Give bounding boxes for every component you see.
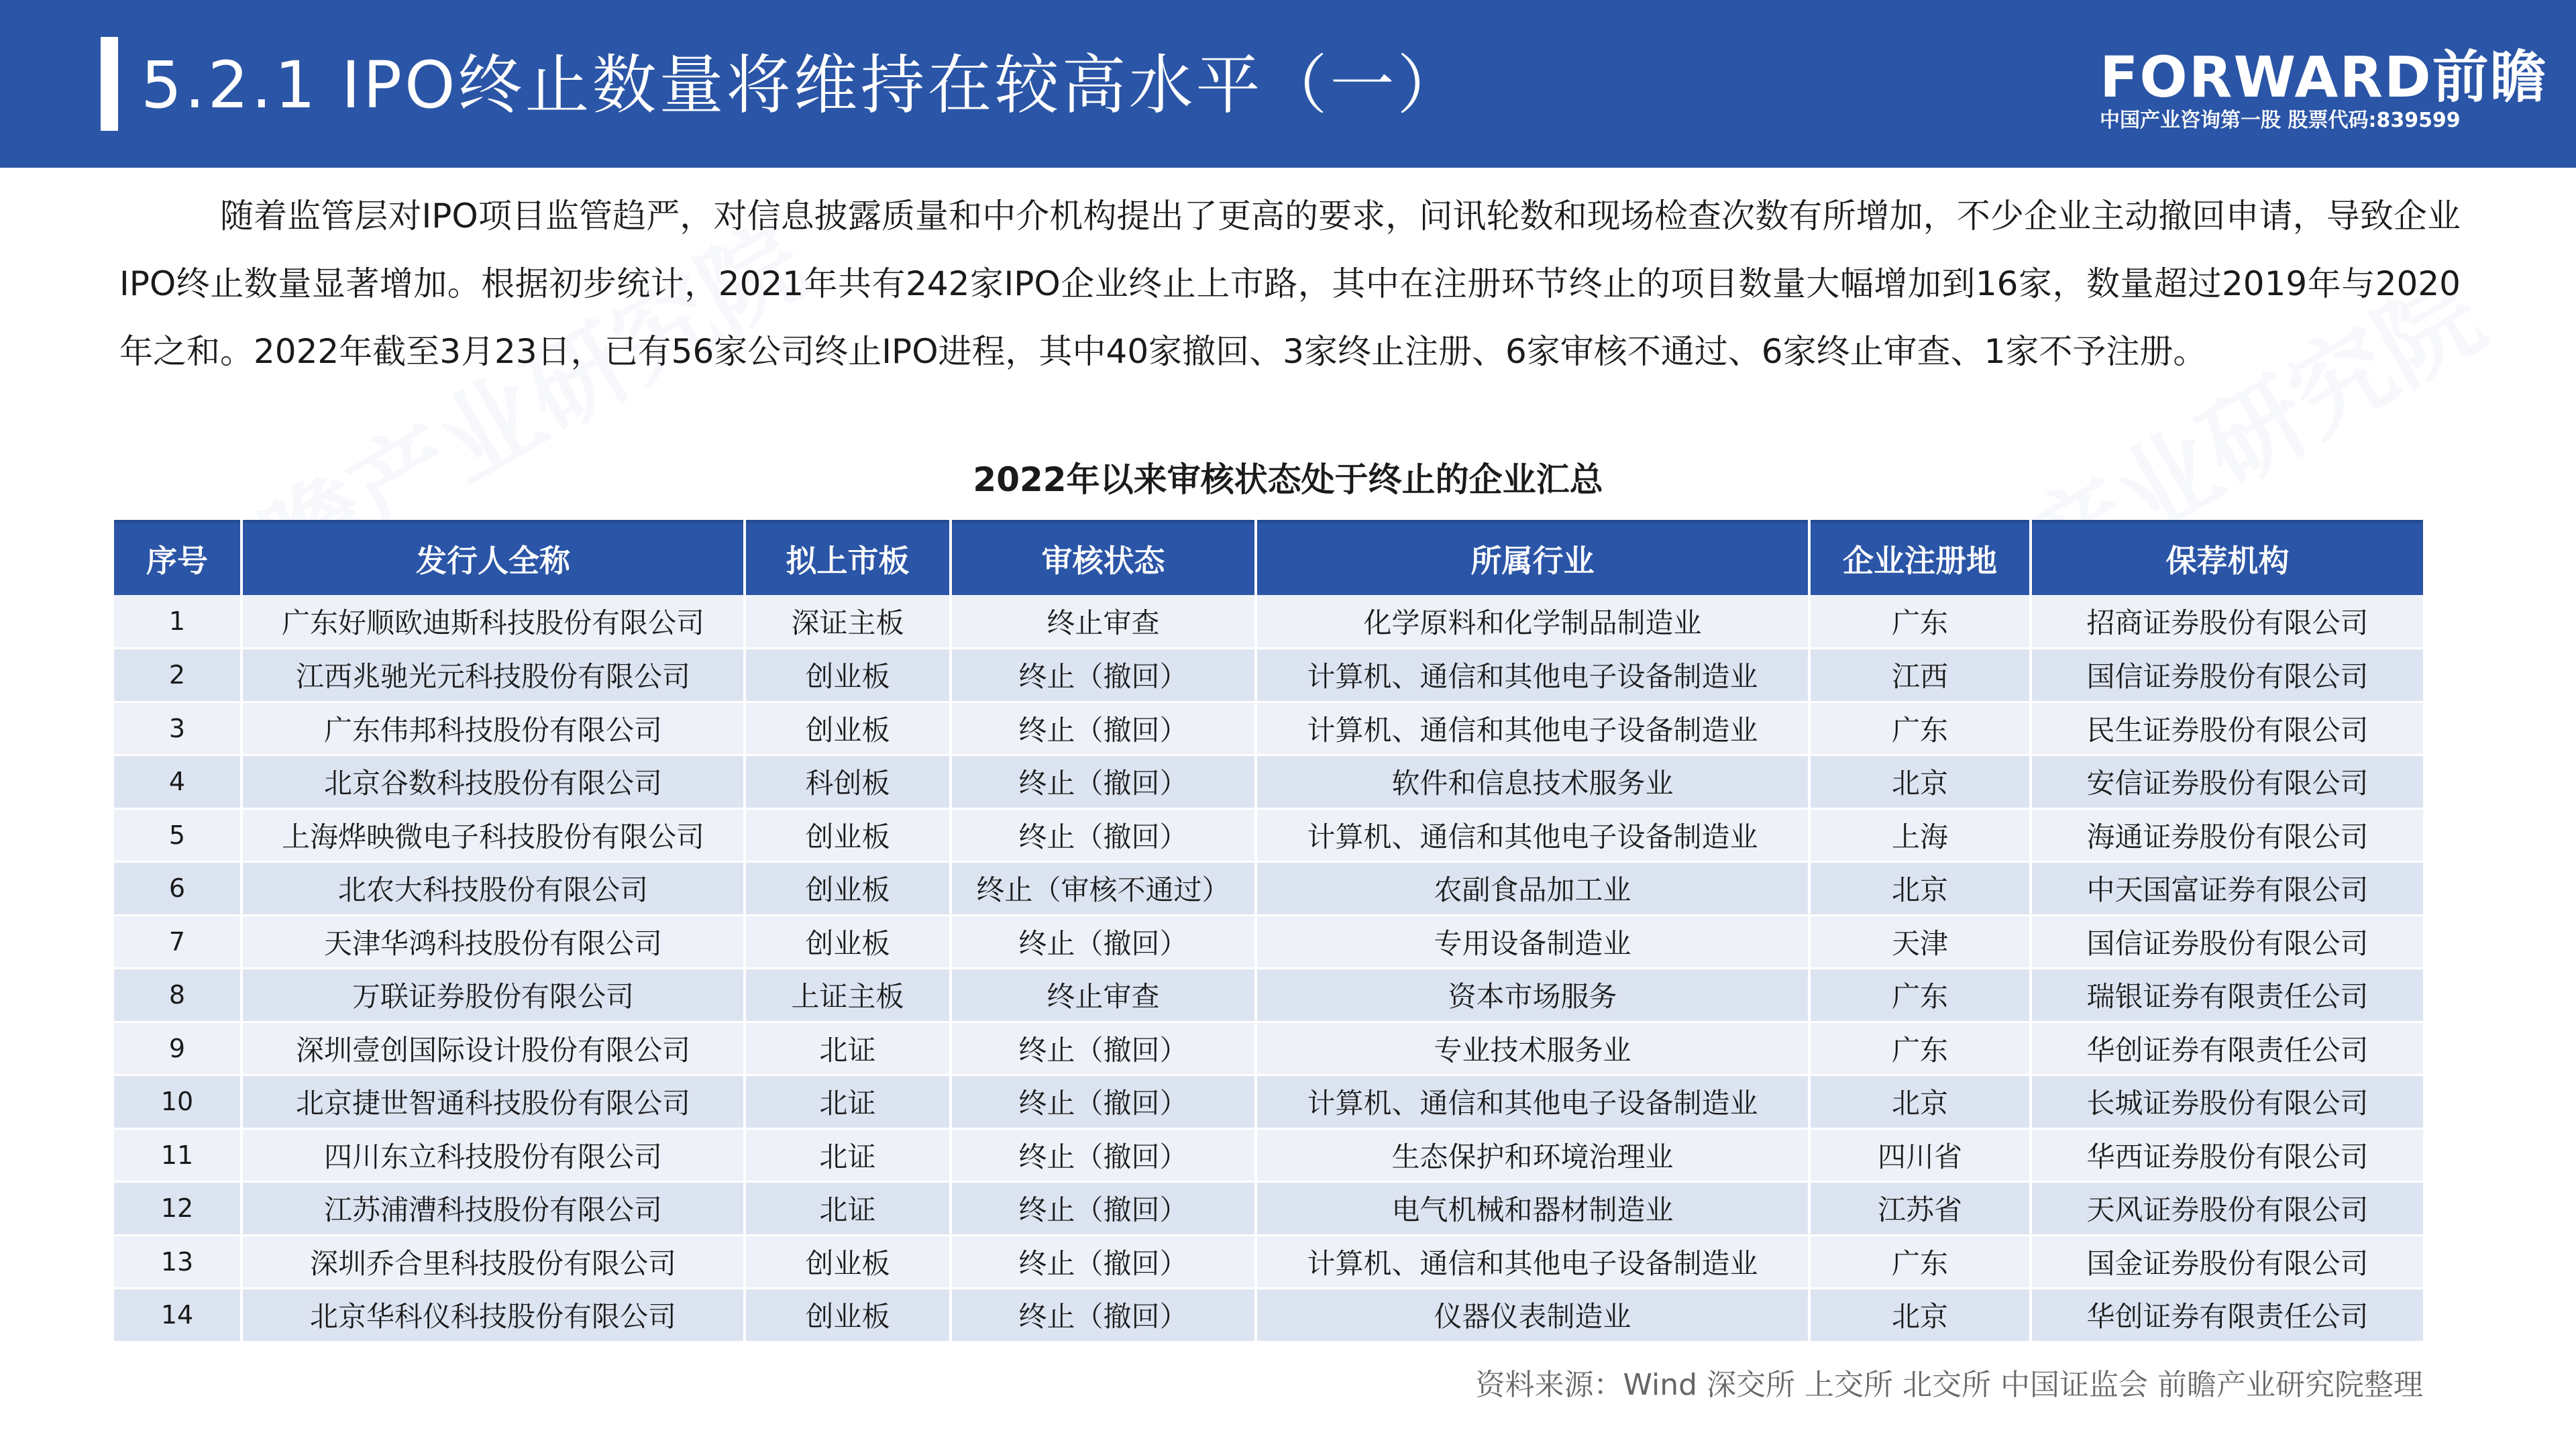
cell-index: 11: [114, 1128, 241, 1182]
table-row: [114, 755, 2423, 809]
body-paragraph: 随着监管层对IPO项目监管趋严，对信息披露质量和中介机构提出了更高的要求，问讯轮数和现场检查次数有所增加，不少企业主动撤回申请，导致企业IPO终止数量显著增加。根据初步统计，2021年共有242家IPO企业终止上市路，其中在注册环节终止的项目数量大幅增加到16家，数量超过2019年与2020年之和。2022年截至3月23日，已有56家公司终止IPO进程，其中40家撤回、3家终止注册、6家审核不通过、6家终止审查、1家不予注册。: [119, 197, 2461, 371]
cell-index: 12: [114, 1182, 241, 1236]
cell-board: 创业板: [745, 862, 951, 916]
cell-board: 北证: [745, 1182, 951, 1236]
cell-sponsor: 华创证券有限责任公司: [2031, 1289, 2423, 1342]
cell-index: 1: [114, 595, 241, 649]
cell-index: 7: [114, 915, 241, 969]
header-industry: 所属行业: [1256, 521, 1809, 595]
cell-index: 2: [114, 649, 241, 702]
cell-issuer: 深圳乔合里科技股份有限公司: [241, 1235, 745, 1289]
cell-issuer: 江西兆驰光元科技股份有限公司: [241, 649, 745, 702]
cell-issuer: 江苏浦漕科技股份有限公司: [241, 1182, 745, 1236]
logo-subtitle: 中国产业咨询第一股 股票代码:839599: [2100, 109, 2461, 132]
logo-text: FORWARD前瞻: [2100, 44, 2548, 110]
cell-issuer: 四川东立科技股份有限公司: [241, 1128, 745, 1182]
cell-issuer: 广东伟邦科技股份有限公司: [241, 702, 745, 755]
cell-sponsor: 国信证券股份有限公司: [2031, 915, 2423, 969]
header-sponsor: 保荐机构: [2031, 521, 2423, 595]
cell-board: 创业板: [745, 808, 951, 862]
cell-board: 创业板: [745, 649, 951, 702]
cell-sponsor: 瑞银证券有限责任公司: [2031, 969, 2423, 1022]
header-location: 企业注册地: [1809, 521, 2031, 595]
table-row: [114, 808, 2423, 862]
cell-location: 北京: [1809, 755, 2031, 809]
cell-sponsor: 招商证券股份有限公司: [2031, 595, 2423, 649]
cell-location: 广东: [1809, 1022, 2031, 1075]
cell-board: 创业板: [745, 1289, 951, 1342]
cell-industry: 计算机、通信和其他电子设备制造业: [1256, 1075, 1809, 1129]
cell-index: 14: [114, 1289, 241, 1342]
cell-sponsor: 国信证券股份有限公司: [2031, 649, 2423, 702]
page-header: [0, 0, 2576, 168]
cell-issuer: 天津华鸿科技股份有限公司: [241, 915, 745, 969]
table-row: [114, 702, 2423, 755]
title-accent-bar: [101, 37, 118, 131]
cell-status: 终止（撤回）: [951, 808, 1256, 862]
cell-issuer: 北京华科仪科技股份有限公司: [241, 1289, 745, 1342]
cell-status: 终止（撤回）: [951, 1235, 1256, 1289]
cell-location: 天津: [1809, 915, 2031, 969]
cell-industry: 资本市场服务: [1256, 969, 1809, 1022]
forward-logo: [2100, 44, 2548, 134]
cell-location: 广东: [1809, 1235, 2031, 1289]
cell-industry: 计算机、通信和其他电子设备制造业: [1256, 702, 1809, 755]
cell-sponsor: 民生证券股份有限公司: [2031, 702, 2423, 755]
cell-status: 终止（审核不通过）: [951, 862, 1256, 916]
cell-issuer: 北京谷数科技股份有限公司: [241, 755, 745, 809]
cell-location: 广东: [1809, 595, 2031, 649]
cell-location: 江苏省: [1809, 1182, 2031, 1236]
cell-sponsor: 华创证券有限责任公司: [2031, 1022, 2423, 1075]
cell-status: 终止（撤回）: [951, 1022, 1256, 1075]
cell-issuer: 深圳壹创国际设计股份有限公司: [241, 1022, 745, 1075]
table-row: [114, 1022, 2423, 1075]
header-index: 序号: [114, 521, 241, 595]
table-row: [114, 1289, 2423, 1342]
cell-location: 北京: [1809, 862, 2031, 916]
cell-index: 5: [114, 808, 241, 862]
table-row: [114, 915, 2423, 969]
cell-status: 终止（撤回）: [951, 702, 1256, 755]
ipo-termination-table: [114, 520, 2423, 1343]
table-row: [114, 649, 2423, 702]
cell-issuer: 广东好顺欧迪斯科技股份有限公司: [241, 595, 745, 649]
cell-index: 13: [114, 1235, 241, 1289]
cell-industry: 化学原料和化学制品制造业: [1256, 595, 1809, 649]
cell-sponsor: 华西证券股份有限公司: [2031, 1128, 2423, 1182]
cell-industry: 专业技术服务业: [1256, 1022, 1809, 1075]
cell-location: 上海: [1809, 808, 2031, 862]
cell-location: 广东: [1809, 702, 2031, 755]
cell-industry: 电气机械和器材制造业: [1256, 1182, 1809, 1236]
source-note: 资料来源：Wind 深交所 上交所 北交所 中国证监会 前瞻产业研究院整理: [1475, 1368, 2423, 1402]
cell-board: 北证: [745, 1022, 951, 1075]
cell-status: 终止（撤回）: [951, 649, 1256, 702]
table-row: [114, 1128, 2423, 1182]
header-status: 审核状态: [951, 521, 1256, 595]
cell-board: 创业板: [745, 915, 951, 969]
cell-issuer: 万联证券股份有限公司: [241, 969, 745, 1022]
cell-board: 北证: [745, 1075, 951, 1129]
table-body: [114, 595, 2423, 1342]
cell-industry: 专用设备制造业: [1256, 915, 1809, 969]
table-row: [114, 862, 2423, 916]
cell-industry: 软件和信息技术服务业: [1256, 755, 1809, 809]
cell-industry: 农副食品加工业: [1256, 862, 1809, 916]
cell-status: 终止审查: [951, 969, 1256, 1022]
table-row: [114, 595, 2423, 649]
cell-location: 北京: [1809, 1075, 2031, 1129]
cell-sponsor: 安信证券股份有限公司: [2031, 755, 2423, 809]
table-title: 2022年以来审核状态处于终止的企业汇总: [973, 460, 1603, 499]
cell-industry: 计算机、通信和其他电子设备制造业: [1256, 1235, 1809, 1289]
header-board: 拟上市板: [745, 521, 951, 595]
table-row: [114, 1235, 2423, 1289]
cell-status: 终止（撤回）: [951, 1289, 1256, 1342]
cell-index: 10: [114, 1075, 241, 1129]
cell-industry: 计算机、通信和其他电子设备制造业: [1256, 808, 1809, 862]
cell-board: 创业板: [745, 1235, 951, 1289]
table-row: [114, 969, 2423, 1022]
cell-sponsor: 天风证券股份有限公司: [2031, 1182, 2423, 1236]
table-row: [114, 1075, 2423, 1129]
cell-index: 6: [114, 862, 241, 916]
cell-issuer: 北京捷世智通科技股份有限公司: [241, 1075, 745, 1129]
cell-location: 四川省: [1809, 1128, 2031, 1182]
cell-sponsor: 国金证券股份有限公司: [2031, 1235, 2423, 1289]
cell-status: 终止（撤回）: [951, 755, 1256, 809]
cell-index: 8: [114, 969, 241, 1022]
cell-board: 深证主板: [745, 595, 951, 649]
header-issuer: 发行人全称: [241, 521, 745, 595]
cell-board: 科创板: [745, 755, 951, 809]
cell-industry: 仪器仪表制造业: [1256, 1289, 1809, 1342]
cell-board: 北证: [745, 1128, 951, 1182]
table-row: [114, 1182, 2423, 1236]
page-title: 5.2.1 IPO终止数量将维持在较高水平（一）: [141, 48, 1464, 123]
cell-index: 4: [114, 755, 241, 809]
cell-board: 上证主板: [745, 969, 951, 1022]
cell-board: 创业板: [745, 702, 951, 755]
cell-location: 北京: [1809, 1289, 2031, 1342]
cell-issuer: 北农大科技股份有限公司: [241, 862, 745, 916]
cell-issuer: 上海烨映微电子科技股份有限公司: [241, 808, 745, 862]
cell-status: 终止（撤回）: [951, 915, 1256, 969]
cell-industry: 生态保护和环境治理业: [1256, 1128, 1809, 1182]
cell-index: 3: [114, 702, 241, 755]
cell-industry: 计算机、通信和其他电子设备制造业: [1256, 649, 1809, 702]
cell-location: 江西: [1809, 649, 2031, 702]
cell-status: 终止（撤回）: [951, 1182, 1256, 1236]
cell-status: 终止（撤回）: [951, 1075, 1256, 1129]
cell-status: 终止审查: [951, 595, 1256, 649]
table-header-row: [114, 521, 2423, 595]
cell-status: 终止（撤回）: [951, 1128, 1256, 1182]
cell-sponsor: 海通证券股份有限公司: [2031, 808, 2423, 862]
cell-location: 广东: [1809, 969, 2031, 1022]
cell-sponsor: 长城证券股份有限公司: [2031, 1075, 2423, 1129]
cell-index: 9: [114, 1022, 241, 1075]
cell-sponsor: 中天国富证券有限公司: [2031, 862, 2423, 916]
